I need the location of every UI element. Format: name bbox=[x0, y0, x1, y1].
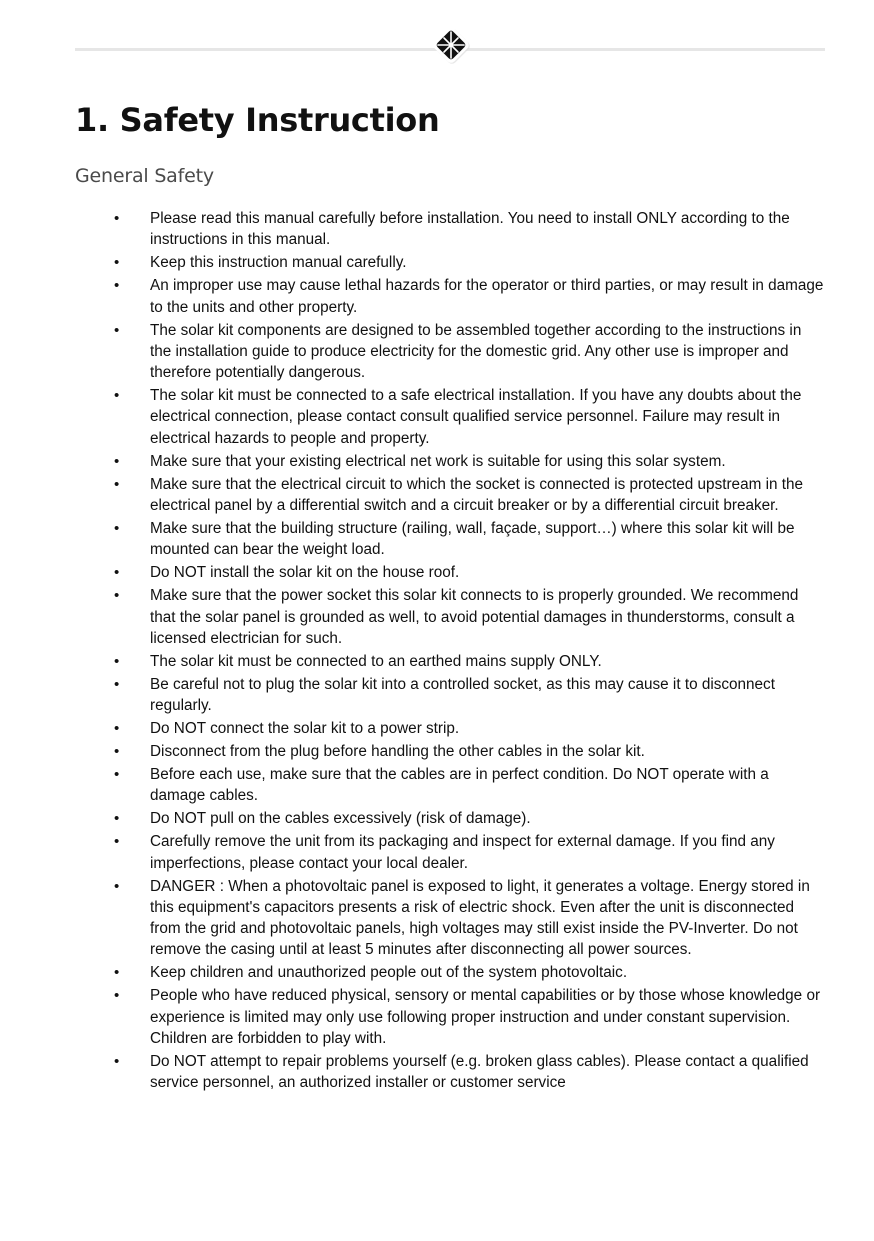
list-item bbox=[114, 962, 826, 983]
list-item-text: Make sure that your existing electrical net work is suitable for using this solar system. bbox=[150, 452, 726, 470]
list-item-text: Be careful not to plug the solar kit into a controlled socket, as this may cause it to disconnect regularly. bbox=[150, 675, 775, 715]
bullet-icon: • bbox=[114, 964, 120, 982]
list-item-text: Do NOT attempt to repair problems yourself (e.g. broken glass cables). Please contact a qualified service personnel, an authorized installer or customer service bbox=[150, 1053, 809, 1092]
list-item bbox=[114, 651, 826, 672]
list-item bbox=[114, 718, 826, 739]
list-item bbox=[114, 252, 826, 273]
bullet-icon: • bbox=[114, 519, 120, 537]
list-item bbox=[114, 808, 826, 829]
list-item bbox=[114, 451, 826, 472]
list-item-text: Do NOT pull on the cables excessively (risk of damage). bbox=[150, 810, 531, 828]
bullet-icon: • bbox=[114, 452, 120, 470]
list-item-text: An improper use may cause lethal hazards for the operator or third parties, or may result in damage to the units and other property. bbox=[150, 277, 824, 316]
bullet-icon: • bbox=[114, 210, 120, 227]
list-item-text: Keep children and unauthorized people out of the system photovoltaic. bbox=[150, 964, 628, 982]
list-item bbox=[114, 385, 826, 449]
list-item-text: Keep this instruction manual carefully. bbox=[150, 254, 407, 272]
list-item-text: The solar kit components are designed to be assembled together according to the instructions in the installation guide to produce electricity for the domestic grid. Any other use is improper and therefore potentially dangerous. bbox=[150, 321, 802, 382]
bullet-icon: • bbox=[114, 254, 120, 272]
list-item-text: Please read this manual carefully before installation. You need to install ONLY according to the instructions in this manual. bbox=[150, 210, 790, 249]
bullet-icon: • bbox=[114, 833, 120, 851]
bullet-icon: • bbox=[114, 877, 120, 895]
list-item bbox=[114, 674, 826, 717]
list-item-text: Disconnect from the plug before handling the other cables in the solar kit. bbox=[150, 743, 645, 761]
list-item-text: The solar kit must be connected to a safe electrical installation. If you have any doubts about the electrical connection, please contact consult qualified service personnel. Failure may result in electrical hazards to people and property. bbox=[150, 387, 802, 447]
bullet-icon: • bbox=[114, 810, 120, 828]
bullet-icon: • bbox=[114, 475, 120, 493]
bullet-icon: • bbox=[114, 987, 120, 1005]
list-item-text: Carefully remove the unit from its packaging and inspect for external damage. If you find any imperfections, please contact your local dealer. bbox=[150, 833, 775, 872]
bullet-icon: • bbox=[114, 1053, 120, 1071]
bullet-icon: • bbox=[114, 675, 120, 693]
bullet-icon: • bbox=[114, 652, 120, 670]
bullet-icon: • bbox=[114, 587, 120, 605]
list-item-text: DANGER : When a photovoltaic panel is exposed to light, it generates a voltage. Energy stored in this equipment's capacitors presents a risk of electric shock. Even after the unit is disconnected from the grid and photovoltaic panels, high voltages may still exist inside the PV-Inverter. Do not remove the casing until at least 5 minutes after disconnecting all power sources. bbox=[150, 877, 810, 959]
bullet-icon: • bbox=[114, 743, 120, 761]
list-item bbox=[114, 741, 826, 762]
list-item bbox=[114, 562, 826, 583]
list-item bbox=[114, 518, 826, 561]
list-item bbox=[114, 764, 826, 807]
list-item-text: Before each use, make sure that the cables are in perfect condition. Do NOT operate with a damage cables. bbox=[150, 766, 769, 805]
list-item-text: The solar kit must be connected to an earthed mains supply ONLY. bbox=[150, 652, 602, 670]
bullet-icon: • bbox=[114, 321, 120, 339]
safety-list bbox=[114, 208, 826, 1095]
list-item-text: Do NOT install the solar kit on the house roof. bbox=[150, 564, 460, 582]
list-item bbox=[114, 1051, 826, 1094]
list-item bbox=[114, 320, 826, 384]
list-item bbox=[114, 985, 826, 1049]
list-item-text: Do NOT connect the solar kit to a power strip. bbox=[150, 720, 460, 738]
list-item-text: Make sure that the electrical circuit to which the socket is connected is protected upstream in the electrical panel by a differential switch and a circuit breaker or by a differential circuit breaker. bbox=[150, 475, 803, 514]
list-item bbox=[114, 474, 826, 517]
list-item-text: Make sure that the building structure (railing, wall, façade, support…) where this solar kit will be mounted can bear the weight load. bbox=[150, 519, 795, 559]
list-item bbox=[114, 585, 826, 649]
bullet-icon: • bbox=[114, 387, 120, 405]
bullet-icon: • bbox=[114, 766, 120, 784]
diamond-star-logo-icon bbox=[429, 23, 475, 69]
bullet-icon: • bbox=[114, 720, 120, 738]
list-item-text: Make sure that the power socket this solar kit connects to is properly grounded. We recommend that the solar panel is grounded as well, to avoid potential damages in thunderstorms, consult a licensed electrician for such. bbox=[150, 587, 799, 647]
list-item bbox=[114, 876, 826, 961]
bullet-icon: • bbox=[114, 564, 120, 582]
list-item bbox=[114, 208, 826, 251]
bullet-icon: • bbox=[114, 277, 120, 295]
list-item bbox=[114, 831, 826, 874]
section-subtitle: General Safety bbox=[75, 165, 214, 187]
page-title: 1. Safety Instruction bbox=[75, 101, 440, 139]
list-item bbox=[114, 275, 826, 318]
list-item-text: People who have reduced physical, sensory or mental capabilities or by those whose knowledge or experience is limited may only use following proper instruction and under constant supervision. Children are forbidden to play with. bbox=[150, 987, 821, 1048]
